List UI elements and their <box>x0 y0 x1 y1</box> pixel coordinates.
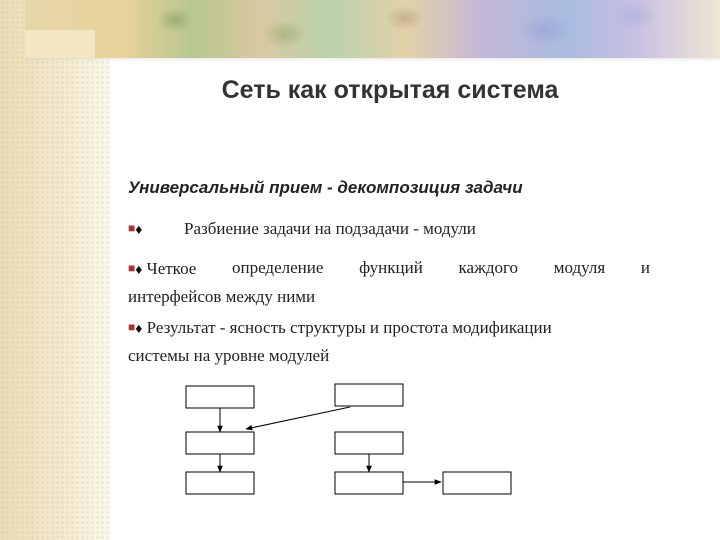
diamond-bullet-icon: ♦ <box>135 223 143 238</box>
diamond-bullet-icon: ♦ <box>135 322 143 337</box>
module-box-bottom-left <box>186 472 254 494</box>
square-bullet-icon: ■ <box>128 261 136 275</box>
bullet-text-line2: системы на уровне модулей <box>128 346 330 365</box>
bullet-text: Разбиение задачи на подзадачи - модули <box>184 219 476 238</box>
module-box-top-left <box>186 386 254 408</box>
slide-subtitle: Универсальный прием - декомпозиция задачи <box>128 178 523 197</box>
module-box-bottom-middle <box>335 472 403 494</box>
module-box-bottom-right <box>443 472 511 494</box>
bullet-text-line2: интерфейсов между ними <box>128 287 316 306</box>
bullet-word: каждого <box>458 258 519 277</box>
module-box-middle-left <box>186 432 254 454</box>
square-bullet-icon: ■ <box>128 221 136 235</box>
diamond-bullet-icon: ♦ <box>135 263 143 278</box>
bullet-word: Четкое <box>146 259 197 278</box>
bullet-word: модуля <box>553 258 606 277</box>
arrow-top-right-to-middle-left <box>246 407 350 429</box>
module-box-middle-right <box>335 432 403 454</box>
bullet-word: определение <box>232 258 324 277</box>
slide-title: Сеть как открытая система <box>221 76 559 104</box>
bullet-word: и <box>640 258 650 277</box>
square-bullet-icon: ■ <box>128 320 136 334</box>
module-box-top-right <box>335 384 403 406</box>
bullet-word: функций <box>359 258 423 277</box>
bullet-text-line1: Результат - ясность структуры и простота модификации <box>146 318 552 337</box>
